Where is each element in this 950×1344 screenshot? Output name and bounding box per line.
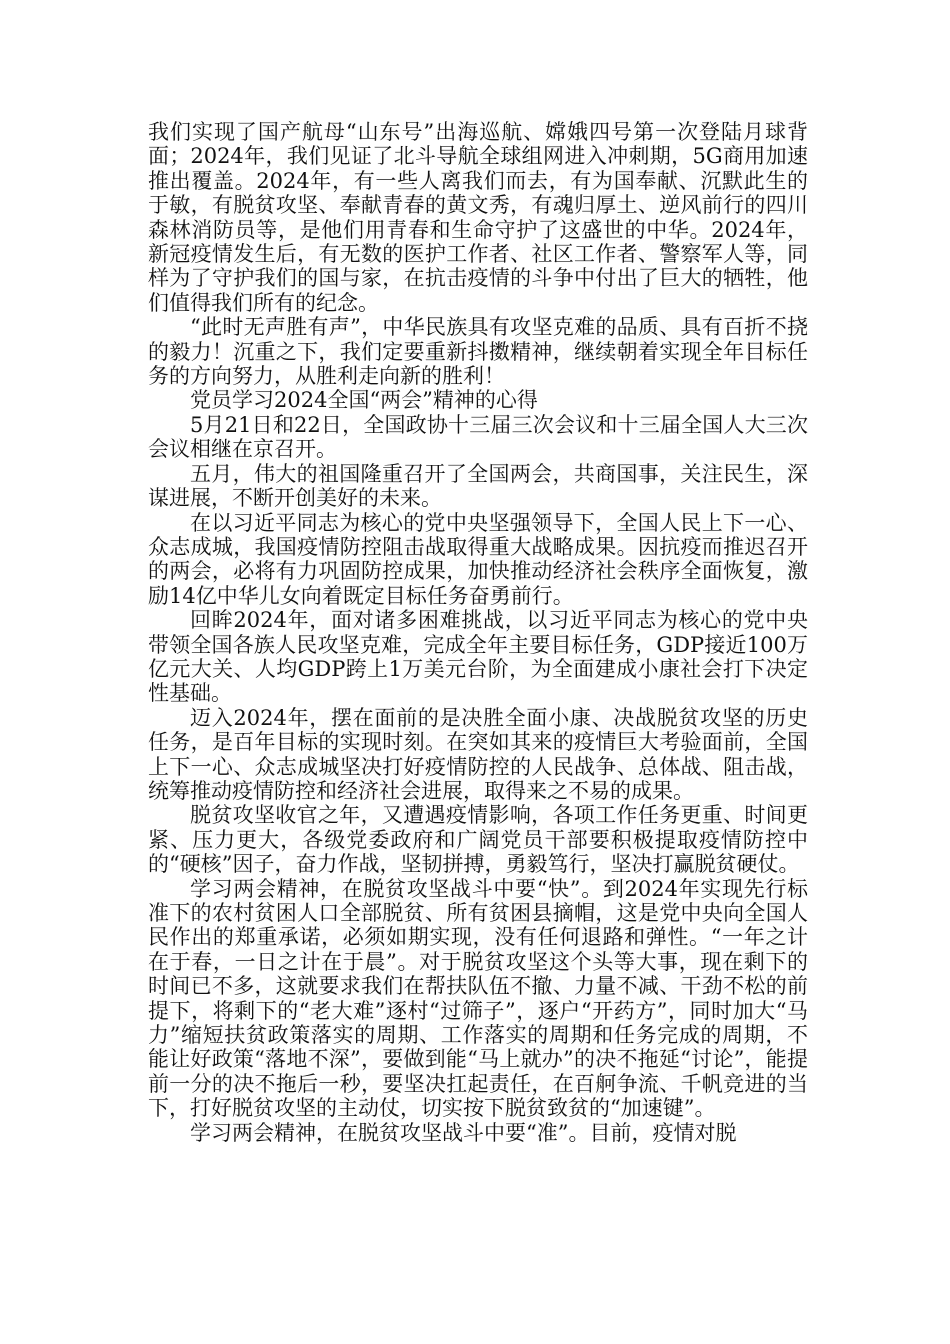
paragraph-7: 迈入2024年，摆在面前的是决胜全面小康、决战脱贫攻坚的历史任务，是百年目标的实现时刻。在突如其来的疫情巨大考验面前，全国上下一心、众志成城坚决打好疫情防控的人民战争、总体战、阻击战，统筹推动疫情防控和经济社会进展，取得来之不易的成果。 [148, 705, 808, 803]
paragraph-1: 我们实现了国产航母“山东号”出海巡航、嫦娥四号第一次登陆月球背面；2024年，我们见证了北斗导航全球组网进入冲刺期，5G商用加速推出覆盖。2024年，有一些人离我们而去，有为国奉献、沉默此生的于敏，有脱贫攻坚、奉献青春的黄文秀，有魂归厚土、逆风前行的四川森林消防员等，是他们用青春和生命守护了这盛世的中华。2024年，新冠疫情发生后，有无数的医护工作者、社区工作者、警察军人等，同样为了守护我们的国与家，在抗击疫情的斗争中付出了巨大的牺牲，他们值得我们所有的纪念。 [148, 120, 808, 315]
document-body [148, 120, 808, 1145]
paragraph-10: 学习两会精神，在脱贫攻坚战斗中要“准”。目前，疫情对脱 [190, 1120, 737, 1145]
paragraph-6: 回眸2024年，面对诸多困难挑战，以习近平同志为核心的党中央带领全国各族人民攻坚克难，完成全年主要目标任务，GDP接近100万亿元大关、人均GDP跨上1万美元台阶，为全面建成小康社会打下决定性基础。 [148, 608, 808, 706]
paragraph-9: 学习两会精神，在脱贫攻坚战斗中要“快”。到2024年实现先行标准下的农村贫困人口全部脱贫、所有贫困县摘帽，这是党中央向全国人民作出的郑重承诺，必须如期实现，没有任何退路和弹性。“一年之计在于春，一日之计在于晨”。对于脱贫攻坚这个头等大事，现在剩下的时间已不多，这就要求我们在帮扶队伍不撤、力量不减、干劲不松的前提下，将剩下的“老大难”逐村“过筛子”，逐户“开药方”，同时加大“马力”缩短扶贫政策落实的周期、工作落实的周期和任务完成的周期，不能让好政策“落地不深”，要做到能“马上就办”的决不拖延“讨论”，能提前一分的决不拖后一秒，要坚决扛起责任，在百舸争流、千帆竞进的当下，打好脱贫攻坚的主动仗，切实按下脱贫致贫的“加速键”。 [148, 876, 808, 1121]
paragraph-3: 5月21日和22日，全国政协十三届三次会议和十三届全国人大三次会议相继在京召开。 [148, 412, 808, 462]
paragraph-8: 脱贫攻坚收官之年，又遭遇疫情影响，各项工作任务更重、时间更紧、压力更大，各级党委政府和广阔党员干部要积极提取疫情防控中的“硬核”因子，奋力作战，坚韧拼搏，勇毅笃行，坚决打赢脱贫硬仗。 [148, 803, 808, 877]
paragraph-4: 五月，伟大的祖国隆重召开了全国两会，共商国事，关注民生，深谋进展，不断开创美好的未来。 [148, 461, 808, 511]
paragraph-2: “此时无声胜有声”，中华民族具有攻坚克难的品质、具有百折不挠的毅力！沉重之下，我们定要重新抖擞精神，继续朝着实现全年目标任务的方向努力，从胜利走向新的胜利！ [148, 315, 808, 389]
paragraph-5: 在以习近平同志为核心的党中央坚强领导下，全国人民上下一心、众志成城，我国疫情防控阻击战取得重大战略成果。因抗疫而推迟召开的两会，必将有力巩固防控成果，加快推动经济社会秩序全面恢复，激励14亿中华儿女向着既定目标任务奋勇前行。 [148, 510, 808, 608]
section-heading: 党员学习2024全国“两会”精神的心得 [190, 388, 538, 413]
